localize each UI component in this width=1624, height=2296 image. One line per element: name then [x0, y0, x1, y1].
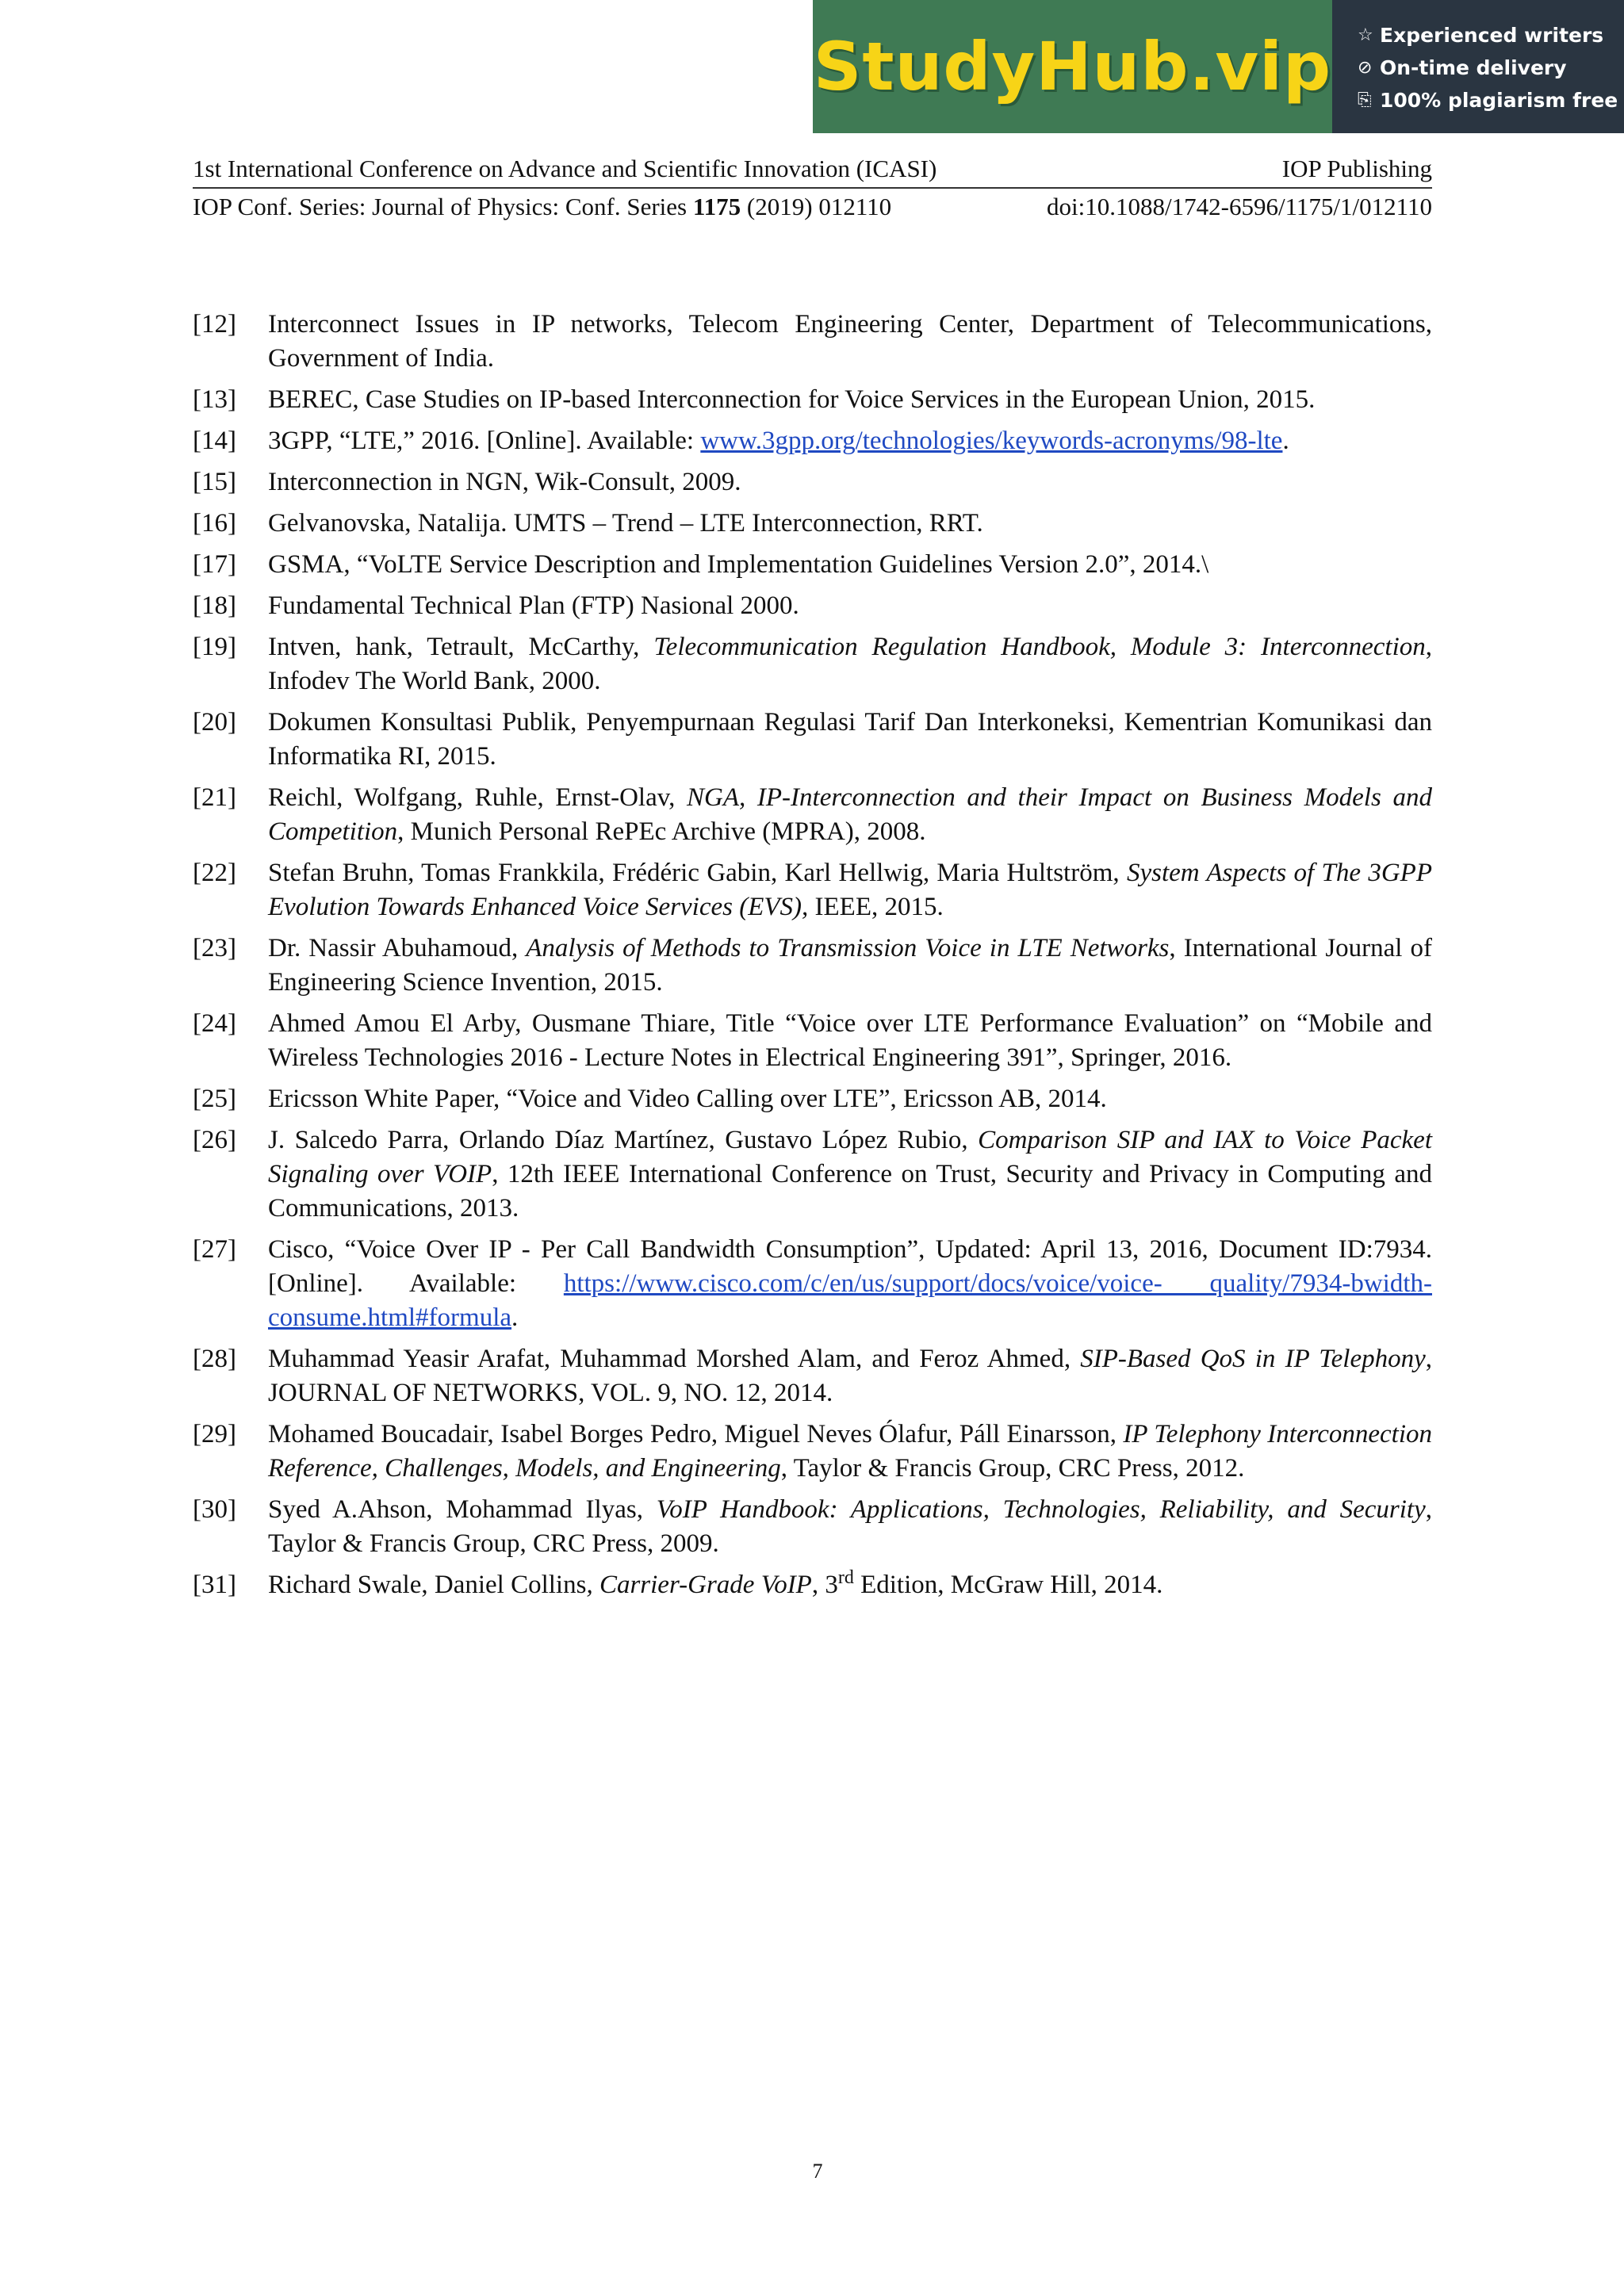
reference-italic-title: Comparison SIP and IAX to Voice Packet Signaling over VOIP	[268, 1126, 1432, 1188]
reference-text	[268, 706, 1432, 774]
reference-segment: Stefan Bruhn, Tomas Frankkila, Frédéric Gabin, Karl Hellwig, Maria Hultström,	[268, 859, 1127, 887]
reference-italic-title: SIP-Based QoS in IP Telephony	[1080, 1345, 1426, 1373]
studyhub-logo[interactable]	[813, 0, 1332, 133]
reference-text	[268, 507, 1432, 541]
reference-item	[193, 1233, 1432, 1335]
reference-segment: Reichl, Wolfgang, Ruhle, Ernst-Olav,	[268, 783, 687, 812]
reference-number: [15]	[193, 468, 236, 496]
doi: doi:10.1088/1742-6596/1175/1/012110	[1047, 193, 1432, 220]
reference-item	[193, 308, 1432, 376]
superscript: rd	[837, 1567, 854, 1588]
reference-segment: IEEE, 2015.	[808, 893, 944, 921]
reference-segment: , 3	[811, 1571, 838, 1599]
logo-text: StudyHub.vip	[813, 28, 1332, 105]
reference-segment: Gelvanovska, Natalija. UMTS – Trend – LTE Interconnection, RRT.	[268, 509, 983, 538]
reference-number: [22]	[193, 859, 236, 887]
reference-number: [28]	[193, 1345, 236, 1373]
reference-item	[193, 1082, 1432, 1116]
reference-number: [20]	[193, 708, 236, 737]
reference-italic-title: VoIP Handbook: Applications, Technologies, Reliability, and Security	[656, 1495, 1426, 1524]
reference-item	[193, 932, 1432, 1000]
reference-segment: Fundamental Technical Plan (FTP) Nasional 2000.	[268, 591, 799, 620]
reference-segment: Interconnect Issues in IP networks, Telecom Engineering Center, Department of Telecommunications, Government of India.	[268, 310, 1432, 373]
reference-item	[193, 424, 1432, 458]
reference-item	[193, 507, 1432, 541]
reference-item	[193, 589, 1432, 623]
reference-segment: Mohamed Boucadair, Isabel Borges Pedro, Miguel Neves Ólafur, Páll Einarsson,	[268, 1420, 1124, 1448]
reference-text	[268, 424, 1432, 458]
reference-italic-title: Telecommunication Regulation Handbook, Module 3: Interconnection	[653, 633, 1426, 661]
reference-segment: Intven, hank, Tetrault, McCarthy,	[268, 633, 654, 661]
series-citation	[193, 190, 891, 224]
feature-text: On-time delivery	[1380, 56, 1567, 79]
reference-number: [30]	[193, 1495, 236, 1524]
reference-item	[193, 630, 1432, 698]
reference-segment: BEREC, Case Studies on IP-based Interconnection for Voice Services in the European Union, 2015.	[268, 385, 1316, 414]
reference-segment: .	[1282, 427, 1289, 455]
reference-link[interactable]: https://www.cisco.com/c/en/us/support/docs/voice/voice- quality/7934-bwidth-consume.html#formula	[268, 1269, 1432, 1332]
reference-italic-title: , Carrier-Grade VoIP	[586, 1571, 812, 1599]
reference-text	[268, 1418, 1432, 1486]
series-prefix: IOP Conf. Series: Journal of Physics: Conf. Series	[193, 193, 693, 220]
reference-item	[193, 1123, 1432, 1226]
reference-segment: J. Salcedo Parra, Orlando Díaz Martínez, Gustavo López Rubio,	[268, 1126, 979, 1154]
reference-item	[193, 1493, 1432, 1561]
reference-text	[268, 1082, 1432, 1116]
reference-item	[193, 548, 1432, 582]
reference-text	[268, 1007, 1432, 1075]
studyhub-banner[interactable]	[813, 0, 1624, 133]
reference-number: [26]	[193, 1126, 236, 1154]
clock-icon: ⊘	[1358, 58, 1373, 78]
reference-segment: Ericsson White Paper, “Voice and Video Calling over LTE”, Ericsson AB, 2014.	[268, 1085, 1107, 1113]
reference-segment: , International Journal of Engineering Science Invention, 2015.	[268, 934, 1432, 997]
reference-italic-title: Analysis of Methods to Transmission Voice in LTE Networks	[526, 934, 1170, 962]
reference-item	[193, 1342, 1432, 1410]
reference-number: [16]	[193, 509, 236, 538]
reference-text	[268, 1493, 1432, 1561]
reference-text	[268, 1568, 1432, 1602]
reference-item	[193, 781, 1432, 849]
reference-segment: Richard Swale, Daniel Collins	[268, 1571, 587, 1599]
reference-segment: 3GPP, “LTE,” 2016. [Online]. Available:	[268, 427, 701, 455]
banner-features	[1332, 0, 1624, 133]
star-icon: ☆	[1358, 25, 1373, 45]
feature-text: 100% plagiarism free	[1380, 89, 1618, 112]
header-row-series	[193, 190, 1432, 224]
reference-item	[193, 465, 1432, 499]
reference-item	[193, 1418, 1432, 1486]
reference-segment: Syed A.Ahson, Mohammad Ilyas,	[268, 1495, 657, 1524]
reference-segment: Interconnection in NGN, Wik-Consult, 2009.	[268, 468, 741, 496]
feature-text: Experienced writers	[1380, 24, 1604, 47]
reference-text	[268, 856, 1432, 924]
reference-segment: Dokumen Konsultasi Publik, Penyempurnaan Regulasi Tarif Dan Interkoneksi, Kementrian Komunikasi dan Informatika RI, 2015.	[268, 708, 1432, 771]
reference-segment: Dr. Nassir Abuhamoud,	[268, 934, 527, 962]
reference-number: [13]	[193, 385, 236, 414]
reference-segment: , Munich Personal RePEc Archive (MPRA), 2008.	[397, 817, 926, 846]
reference-text	[268, 932, 1432, 1000]
reference-segment: , Taylor & Francis Group, CRC Press, 2012.	[780, 1454, 1245, 1483]
reference-italic-title: System Aspects of The 3GPP Evolution Towards Enhanced Voice Services (EVS),	[268, 859, 1432, 921]
reference-number: [24]	[193, 1009, 236, 1038]
reference-segment: Cisco, “Voice Over IP - Per Call Bandwidth Consumption”, Updated: April 13, 2016, Document ID:7934. [Online]. Available:	[268, 1235, 1432, 1298]
reference-segment: , Infodev The World Bank, 2000.	[268, 633, 1432, 695]
reference-segment: Muhammad Yeasir Arafat, Muhammad Morshed Alam, and Feroz Ahmed,	[268, 1345, 1081, 1373]
publisher-name: IOP Publishing	[1281, 155, 1432, 182]
reference-number: [19]	[193, 633, 236, 661]
reference-number: [25]	[193, 1085, 236, 1113]
feature-item	[1358, 84, 1624, 117]
reference-number: [18]	[193, 591, 236, 620]
reference-segment: , 12th IEEE International Conference on Trust, Security and Privacy in Computing and Communications, 2013.	[268, 1160, 1432, 1223]
reference-item	[193, 706, 1432, 774]
reference-text	[268, 1233, 1432, 1335]
reference-segment: Edition, McGraw Hill, 2014.	[853, 1571, 1163, 1599]
reference-number: [14]	[193, 427, 236, 455]
reference-text	[268, 308, 1432, 376]
reference-italic-title: IP Telephony Interconnection Reference, Challenges, Models, and Engineering	[268, 1420, 1432, 1483]
reference-text	[268, 781, 1432, 849]
reference-item	[193, 1568, 1432, 1602]
document-icon: ⎘	[1358, 90, 1372, 110]
reference-text	[268, 1123, 1432, 1226]
feature-item	[1358, 19, 1624, 52]
reference-segment: Ahmed Amou El Arby, Ousmane Thiare, Title “Voice over LTE Performance Evaluation” on “Mobile and Wireless Technologies 2016 - Lecture Notes in Electrical Engineering 391”, Springer, 2016.	[268, 1009, 1432, 1072]
reference-number: [23]	[193, 934, 236, 962]
feature-item	[1358, 52, 1624, 84]
series-volume: 1175	[692, 193, 741, 220]
reference-number: [21]	[193, 783, 236, 812]
reference-number: [17]	[193, 550, 236, 579]
reference-number: [12]	[193, 310, 236, 339]
reference-italic-title: NGA, IP-Interconnection and their Impact on Business Models and Competition	[268, 783, 1432, 846]
reference-text	[268, 383, 1432, 417]
reference-text	[268, 465, 1432, 499]
reference-list	[193, 308, 1432, 1609]
header-row-conference	[193, 152, 1432, 189]
reference-text	[268, 630, 1432, 698]
page-number: 7	[812, 2160, 823, 2183]
reference-item	[193, 856, 1432, 924]
reference-text	[268, 589, 1432, 623]
conference-name: 1st International Conference on Advance and Scientific Innovation (ICASI)	[193, 155, 937, 182]
reference-segment: .	[511, 1303, 519, 1332]
reference-segment: , JOURNAL OF NETWORKS, VOL. 9, NO. 12, 2014.	[268, 1345, 1432, 1407]
reference-segment: , Taylor & Francis Group, CRC Press, 2009.	[268, 1495, 1432, 1558]
reference-number: [29]	[193, 1420, 236, 1448]
reference-item	[193, 1007, 1432, 1075]
reference-text	[268, 1342, 1432, 1410]
running-header	[193, 152, 1432, 224]
reference-link[interactable]: www.3gpp.org/technologies/keywords-acronyms/98-lte	[700, 427, 1283, 455]
series-suffix: (2019) 012110	[741, 193, 892, 220]
reference-segment: GSMA, “VoLTE Service Description and Implementation Guidelines Version 2.0”, 2014.\	[268, 550, 1209, 579]
reference-number: [27]	[193, 1235, 236, 1264]
reference-text	[268, 548, 1432, 582]
reference-item	[193, 383, 1432, 417]
reference-number: [31]	[193, 1571, 236, 1599]
